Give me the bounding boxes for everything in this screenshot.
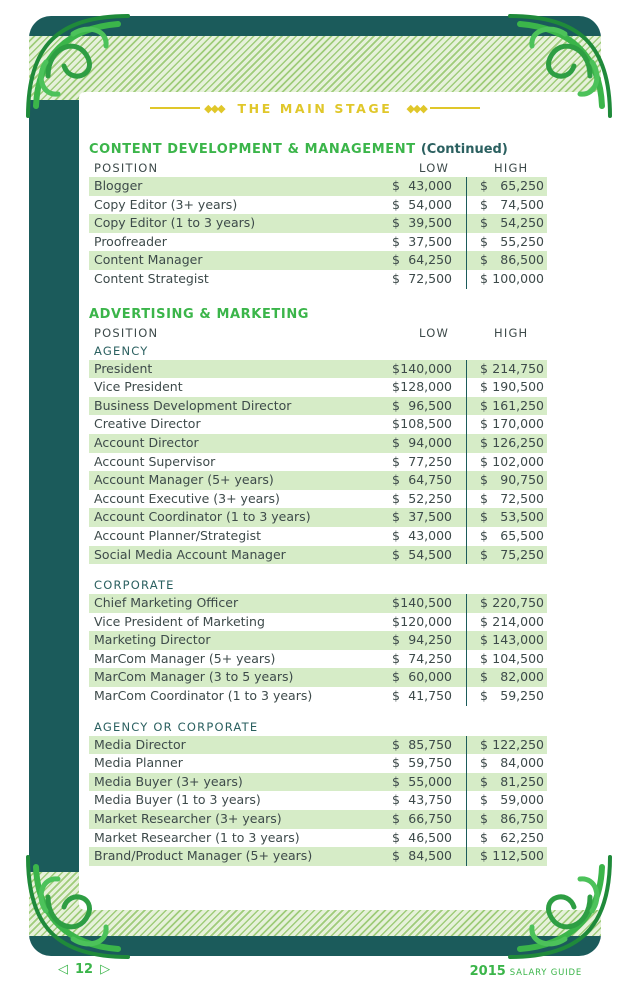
position-name: Account Supervisor [94, 453, 216, 469]
subsection-label: AGENCY [94, 343, 149, 358]
position-name: Copy Editor (1 to 3 years) [94, 215, 256, 231]
column-divider [466, 490, 467, 509]
position-name: Media Buyer (1 to 3 years) [94, 792, 261, 808]
column-divider [466, 415, 467, 434]
position-name: MarCom Manager (5+ years) [94, 650, 276, 666]
agency-or-corporate-rows [89, 736, 547, 866]
position-name: Account Executive (3+ years) [94, 490, 280, 506]
column-divider [466, 754, 467, 773]
table-row: MarCom Coordinator (1 to 3 years) $ 41,750 $ 59,250 [89, 687, 547, 706]
table-row: Market Researcher (1 to 3 years) $ 46,500 $ 62,250 [89, 829, 547, 848]
table-row: MarCom Manager (3 to 5 years) $ 60,000 $ 82,000 [89, 668, 547, 687]
table-row: MarCom Manager (5+ years) $ 74,250 $ 104,500 [89, 650, 547, 669]
corner-ornament-icon [18, 6, 138, 126]
column-divider [466, 233, 467, 252]
table-row: Content Strategist $ 72,500 $ 100,000 [89, 270, 547, 289]
subsection-label: AGENCY OR CORPORATE [94, 719, 259, 734]
table-row: Proofreader $ 37,500 $ 55,250 [89, 233, 547, 252]
position-name: Media Buyer (3+ years) [94, 773, 243, 789]
table-row: Account Planner/Strategist $ 43,000 $ 65,500 [89, 527, 547, 546]
column-divider [466, 378, 467, 397]
guide-title: 2015 SALARY GUIDE [469, 964, 582, 979]
salary-tables [89, 140, 547, 866]
column-divider [466, 668, 467, 687]
prev-page-icon[interactable]: ◁ [58, 962, 68, 977]
column-divider [466, 687, 467, 706]
position-name: Account Planner/Strategist [94, 527, 262, 543]
column-divider [466, 471, 467, 490]
position-name: Content Manager [94, 252, 203, 268]
position-name: Business Development Director [94, 397, 292, 413]
position-name: Brand/Product Manager (5+ years) [94, 848, 313, 864]
table-row: Vice President $ 128,000 $ 190,500 [89, 378, 547, 397]
next-page-icon[interactable]: ▷ [100, 962, 111, 977]
table-row: Copy Editor (1 to 3 years) $ 39,500 $ 54,250 [89, 214, 547, 233]
table-row: Media Buyer (3+ years) $ 55,000 $ 81,250 [89, 773, 547, 792]
column-divider [466, 270, 467, 289]
table-row: Social Media Account Manager $ 54,500 $ 75,250 [89, 546, 547, 565]
page-number: 12 [75, 962, 94, 977]
table-row: Chief Marketing Officer $ 140,500 $ 220,750 [89, 594, 547, 613]
column-divider [466, 527, 467, 546]
table-row: Market Researcher (3+ years) $ 66,750 $ 86,750 [89, 810, 547, 829]
page-title: THE MAIN STAGE [237, 100, 393, 116]
table-row: Brand/Product Manager (5+ years) $ 84,500 $ 112,500 [89, 847, 547, 866]
position-name: President [94, 360, 153, 376]
position-name: Content Strategist [94, 270, 209, 286]
column-divider [466, 177, 467, 196]
position-name: MarCom Manager (3 to 5 years) [94, 669, 294, 685]
table-header: POSITION LOW HIGH [94, 325, 529, 340]
table-header: POSITION LOW HIGH [94, 161, 529, 175]
table-row: Account Executive (3+ years) $ 52,250 $ 72,500 [89, 490, 547, 509]
corporate-rows [89, 594, 547, 706]
banner-rule [430, 107, 480, 109]
position-name: Creative Director [94, 416, 201, 432]
table-row: Content Manager $ 64,250 $ 86,500 [89, 251, 547, 270]
content-rows [89, 177, 547, 289]
subsection-label: CORPORATE [94, 578, 175, 593]
position-name: Chief Marketing Officer [94, 595, 239, 611]
position-name: Proofreader [94, 233, 167, 249]
table-row: Business Development Director $ 96,500 $ 161,250 [89, 397, 547, 416]
table-row: Creative Director $ 108,500 $ 170,000 [89, 415, 547, 434]
column-divider [466, 594, 467, 613]
table-row: Media Buyer (1 to 3 years) $ 43,750 $ 59,000 [89, 791, 547, 810]
diamond-icon: ◆◆◆ [204, 101, 224, 115]
column-divider [466, 847, 467, 866]
table-row: Marketing Director $ 94,250 $ 143,000 [89, 631, 547, 650]
position-name: MarCom Coordinator (1 to 3 years) [94, 688, 313, 704]
column-divider [466, 508, 467, 527]
stage-banner [145, 98, 485, 118]
table-row: Account Director $ 94,000 $ 126,250 [89, 434, 547, 453]
position-name: Account Manager (5+ years) [94, 472, 274, 488]
table-row: Media Planner $ 59,750 $ 84,000 [89, 754, 547, 773]
table-row: Account Coordinator (1 to 3 years) $ 37,500 $ 53,500 [89, 508, 547, 527]
column-divider [466, 829, 467, 848]
position-name: Vice President [94, 379, 183, 395]
position-name: Copy Editor (3+ years) [94, 196, 238, 212]
position-name: Account Coordinator (1 to 3 years) [94, 509, 311, 525]
position-name: Market Researcher (3+ years) [94, 811, 282, 827]
column-divider [466, 773, 467, 792]
column-divider [466, 196, 467, 215]
column-divider [466, 214, 467, 233]
table-row: Account Supervisor $ 77,250 $ 102,000 [89, 453, 547, 472]
table-row: President $ 140,000 $ 214,750 [89, 360, 547, 379]
column-divider [466, 631, 467, 650]
position-name: Market Researcher (1 to 3 years) [94, 829, 300, 845]
position-name: Social Media Account Manager [94, 546, 286, 562]
table-row: Account Manager (5+ years) $ 64,750 $ 90,750 [89, 471, 547, 490]
column-divider [466, 650, 467, 669]
table-row: Vice President of Marketing $ 120,000 $ 214,000 [89, 613, 547, 632]
column-divider [466, 810, 467, 829]
position-name: Account Director [94, 434, 199, 450]
column-divider [466, 397, 467, 416]
column-divider [466, 251, 467, 270]
table-row: Media Director $ 85,750 $ 122,250 [89, 736, 547, 755]
column-divider [466, 736, 467, 755]
column-divider [466, 546, 467, 565]
column-divider [466, 360, 467, 379]
position-name: Blogger [94, 178, 143, 193]
section-title: CONTENT DEVELOPMENT & MANAGEMENT (Continued) [89, 142, 508, 157]
section-title: ADVERTISING & MARKETING [89, 306, 310, 322]
column-divider [466, 613, 467, 632]
position-name: Media Planner [94, 755, 183, 771]
column-divider [466, 453, 467, 472]
banner-rule [150, 107, 200, 109]
page-nav [58, 960, 110, 980]
table-row: Copy Editor (3+ years) $ 54,000 $ 74,500 [89, 196, 547, 215]
diamond-icon: ◆◆◆ [406, 101, 426, 115]
page-footer [0, 960, 638, 982]
table-row: Blogger $ 43,000 $ 65,250 [89, 177, 547, 196]
position-name: Vice President of Marketing [94, 613, 265, 629]
corner-ornament-icon [500, 6, 620, 126]
position-name: Marketing Director [94, 632, 211, 648]
column-divider [466, 791, 467, 810]
position-name: Media Director [94, 736, 186, 752]
column-divider [466, 434, 467, 453]
agency-rows [89, 360, 547, 565]
